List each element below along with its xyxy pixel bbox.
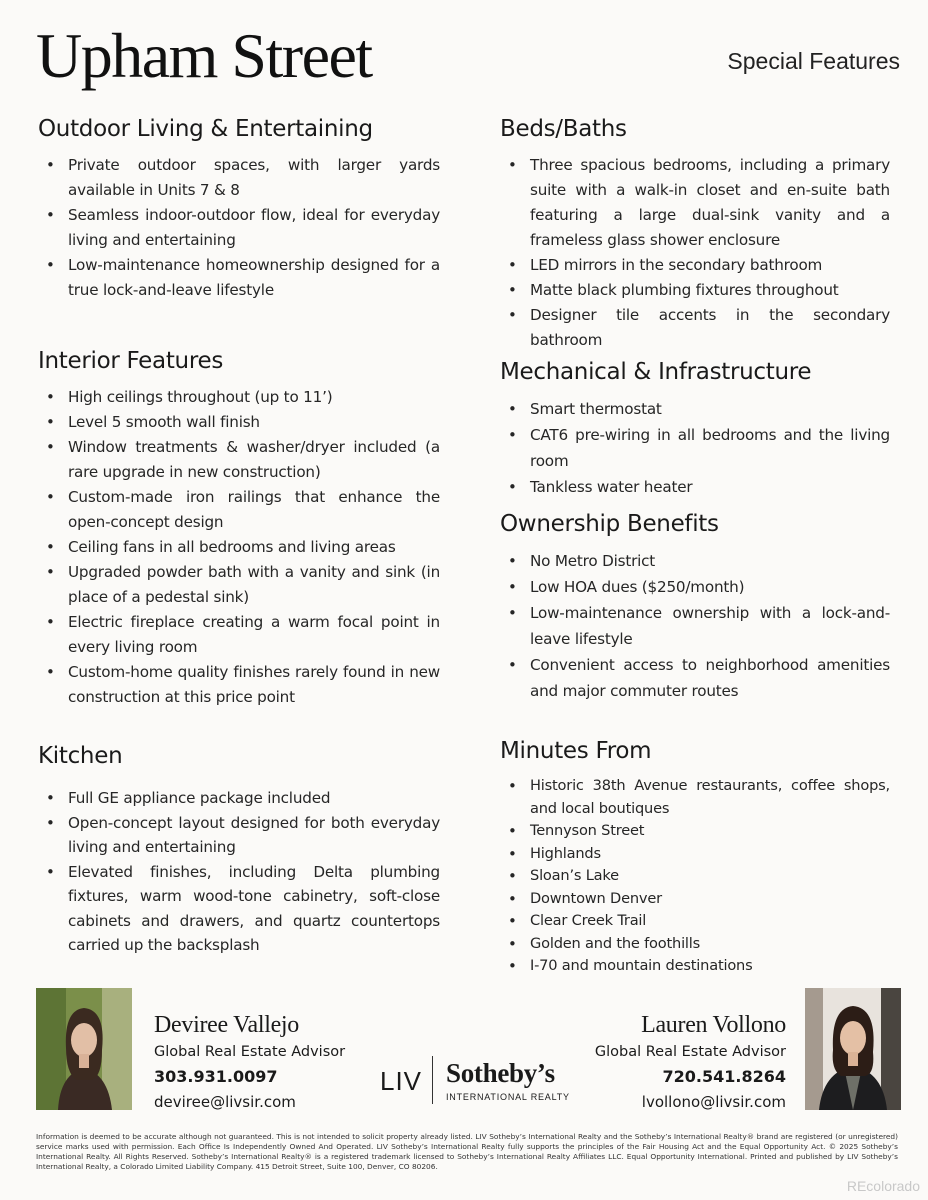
list-item: • Custom-made iron railings that enhance the open-concept design (38, 485, 440, 535)
brand-logo (380, 1056, 570, 1106)
agent-photo-left (36, 988, 132, 1110)
section-heading: Minutes From (500, 738, 652, 764)
list-item: • Designer tile accents in the secondary bathroom (500, 303, 890, 353)
list-item: • Low-maintenance ownership with a lock-and-leave lifestyle (500, 600, 890, 652)
section-minutes-from (500, 740, 890, 978)
list-item: • No Metro District (500, 548, 890, 574)
list-item: • Matte black plumbing fixtures throughout (500, 278, 890, 303)
list-item: • Tennyson Street (500, 820, 890, 843)
list-item: • Highlands (500, 843, 890, 866)
list-item: • LED mirrors in the secondary bathroom (500, 253, 890, 278)
bullet-list (500, 548, 890, 704)
list-item: • Full GE appliance package included (38, 786, 440, 811)
section-heading: Outdoor Living & Entertaining (38, 116, 373, 142)
list-item: • Seamless indoor-outdoor flow, ideal for everyday living and entertaining (38, 203, 440, 253)
list-item: • Level 5 smooth wall finish (38, 410, 440, 435)
list-item: • Low-maintenance homeownership designed for a true lock-and-leave lifestyle (38, 253, 440, 303)
section-kitchen (38, 745, 440, 958)
list-item: • High ceilings throughout (up to 11’) (38, 385, 440, 410)
agent-role: Global Real Estate Advisor (154, 1044, 346, 1060)
agent-role: Global Real Estate Advisor (594, 1044, 786, 1060)
list-item: • Ceiling fans in all bedrooms and living areas (38, 535, 440, 560)
list-item: • Golden and the foothills (500, 933, 890, 956)
legal-disclaimer: Information is deemed to be accurate although not guaranteed. This is not intended to solicit property already listed. LIV Sotheby’s International Realty and the Sotheby’s International Realty® brand are registered (or unregistered) service marks used with permission. Each Office Is Independently Owned And Operated. LIV Sotheby’s International Realty fully supports the principles of the Fair Housing Act and the Equal Opportunity Act. © 2025 Sotheby’s International Realty. All Rights Reserved. Sotheby’s International Realty® is a registered trademark licensed to Sotheby’s International Realty Affiliates LLC. Equal Opportunity International. Printed and published by LIV Sotheby’s International Realty, a Colorado Limited Liability Company. 415 Detroit Street, Suite 100, Denver, CO 80206. (36, 1132, 898, 1171)
bullet-list (38, 385, 440, 710)
list-item: • Elevated finishes, including Delta plumbing fixtures, warm wood-tone cabinetry, soft-close cabinets and drawers, and quartz countertops carried up the backsplash (38, 860, 440, 958)
section-heading: Beds/Baths (500, 116, 627, 142)
bullet-list (500, 775, 890, 978)
list-item: • CAT6 pre-wiring in all bedrooms and the living room (500, 422, 890, 474)
section-beds-baths (500, 118, 890, 353)
section-heading: Interior Features (38, 348, 224, 374)
agent-phone[interactable]: 720.541.8264 (662, 1067, 786, 1086)
list-item: • Private outdoor spaces, with larger yards available in Units 7 & 8 (38, 153, 440, 203)
logo-subtitle: INTERNATIONAL REALTY (446, 1092, 570, 1102)
watermark: REcolorado (846, 1178, 920, 1194)
list-item: • I-70 and mountain destinations (500, 955, 890, 978)
agent-email[interactable]: deviree@livsir.com (154, 1093, 296, 1111)
logo-divider (432, 1056, 433, 1104)
list-item: • Tankless water heater (500, 474, 890, 500)
logo-brand: Sotheby’s (446, 1058, 555, 1088)
list-item: • Sloan’s Lake (500, 865, 890, 888)
section-heading: Mechanical & Infrastructure (500, 359, 812, 385)
list-item: • Downtown Denver (500, 888, 890, 911)
section-interior (38, 350, 440, 710)
agent-phone[interactable]: 303.931.0097 (154, 1067, 278, 1086)
list-item: • Low HOA dues ($250/month) (500, 574, 890, 600)
list-item: • Smart thermostat (500, 396, 890, 422)
list-item: • Window treatments & washer/dryer included (a rare upgrade in new construction) (38, 435, 440, 485)
section-heading: Kitchen (38, 743, 123, 769)
agent-name: Lauren Vollono (641, 1012, 786, 1038)
list-item: • Three spacious bedrooms, including a primary suite with a walk-in closet and en-suite bath featuring a large dual-sink vanity and a frameless glass shower enclosure (500, 153, 890, 253)
person-icon (805, 988, 901, 1110)
list-item: • Historic 38th Avenue restaurants, coffee shops, and local boutiques (500, 775, 890, 820)
agent-email[interactable]: lvollono@livsir.com (641, 1093, 786, 1111)
agent-name: Deviree Vallejo (154, 1012, 299, 1038)
list-item: • Clear Creek Trail (500, 910, 890, 933)
list-item: • Convenient access to neighborhood amenities and major commuter routes (500, 652, 890, 704)
section-mechanical (500, 361, 890, 500)
person-icon (36, 988, 132, 1110)
list-item: • Upgraded powder bath with a vanity and sink (in place of a pedestal sink) (38, 560, 440, 610)
bullet-list (38, 153, 440, 303)
list-item: • Custom-home quality finishes rarely found in new construction at this price point (38, 660, 440, 710)
section-ownership (500, 513, 890, 704)
logo-liv: LIV (380, 1066, 423, 1096)
list-item: • Electric fireplace creating a warm focal point in every living room (38, 610, 440, 660)
page-subtitle: Special Features (727, 48, 900, 74)
section-heading: Ownership Benefits (500, 511, 719, 537)
bullet-list (500, 153, 890, 353)
agent-photo-right (805, 988, 901, 1110)
page-title: Upham Street (36, 20, 372, 91)
section-outdoor (38, 118, 440, 303)
bullet-list (500, 396, 890, 500)
list-item: • Open-concept layout designed for both everyday living and entertaining (38, 811, 440, 860)
bullet-list (38, 786, 440, 958)
